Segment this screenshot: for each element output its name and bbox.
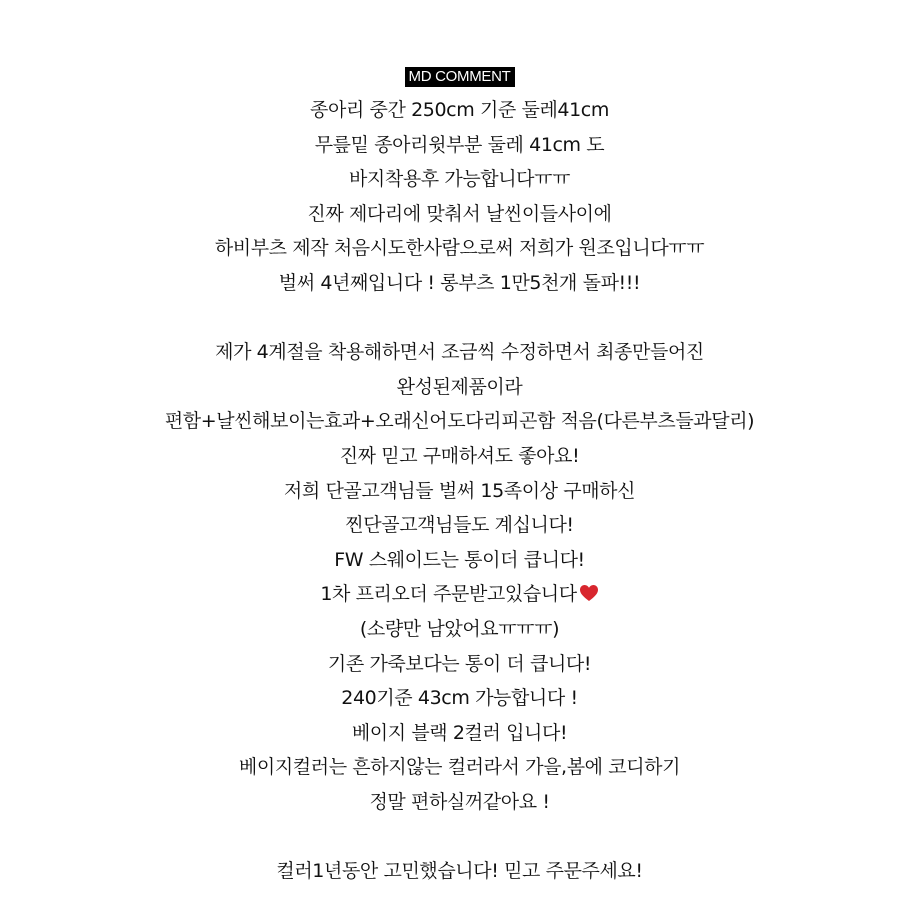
text-line: 무릎밑 종아리윗부분 둘레 41cm 도 (314, 133, 605, 156)
text-line: 완성된제품이라 (396, 375, 523, 398)
paragraph-closing (0, 854, 919, 889)
preorder-line (0, 577, 919, 612)
text-line: 진짜 제다리에 맞춰서 날씬이들사이에 (307, 202, 612, 225)
text-line: 베이지컬러는 흔하지않는 컬러라서 가을,봄에 코디하기 (238, 756, 681, 779)
text-line: 제가 4계절을 착용해하면서 조금씩 수정하면서 최종만들어진 (215, 341, 704, 364)
paragraph-size-info (0, 93, 919, 301)
paragraph-product-info (0, 335, 919, 819)
preorder-text: 1차 프리오더 주문받고있습니다 (320, 583, 577, 606)
text-line: 240기준 43cm 가능합니다 ! (341, 687, 578, 710)
paragraph-gap (0, 301, 919, 336)
md-comment-document (0, 66, 919, 889)
text-line: 벌써 4년째입니다 ! 롱부츠 1만5천개 돌파!!! (278, 271, 641, 294)
text-line: FW 스웨이드는 통이더 큽니다! (334, 548, 585, 571)
text-line: 정말 편하실꺼같아요 ! (369, 790, 550, 813)
text-line: (소량만 남았어요ㅠㅠㅠ) (359, 617, 560, 640)
paragraph-gap (0, 819, 919, 854)
text-line: 하비부츠 제작 처음시도한사람으로써 저희가 원조입니다ㅠㅠ (214, 237, 705, 260)
text-line: 기존 가죽보다는 통이 더 큽니다! (327, 652, 592, 675)
text-line: 진짜 믿고 구매하셔도 좋아요! (339, 444, 580, 467)
text-line: 종아리 중간 250cm 기준 둘레41cm (310, 99, 609, 121)
heart-icon (579, 584, 599, 602)
text-line: 컬러1년동안 고민했습니다! 믿고 주문주세요! (276, 860, 643, 883)
text-line: 찐단골고객님들도 계십니다! (345, 514, 574, 537)
text-line: 바지착용후 가능합니다ㅠㅠ (348, 168, 571, 191)
text-line: 베이지 블랙 2컬러 입니다! (351, 721, 568, 744)
text-line: 편함+날씬해보이는효과+오래신어도다리피곤함 적음(다른부츠들과달리) (164, 410, 755, 433)
md-comment-header: MD COMMENT (405, 67, 515, 87)
text-line: 저희 단골고객님들 벌써 15족이상 구매하신 (283, 479, 636, 502)
